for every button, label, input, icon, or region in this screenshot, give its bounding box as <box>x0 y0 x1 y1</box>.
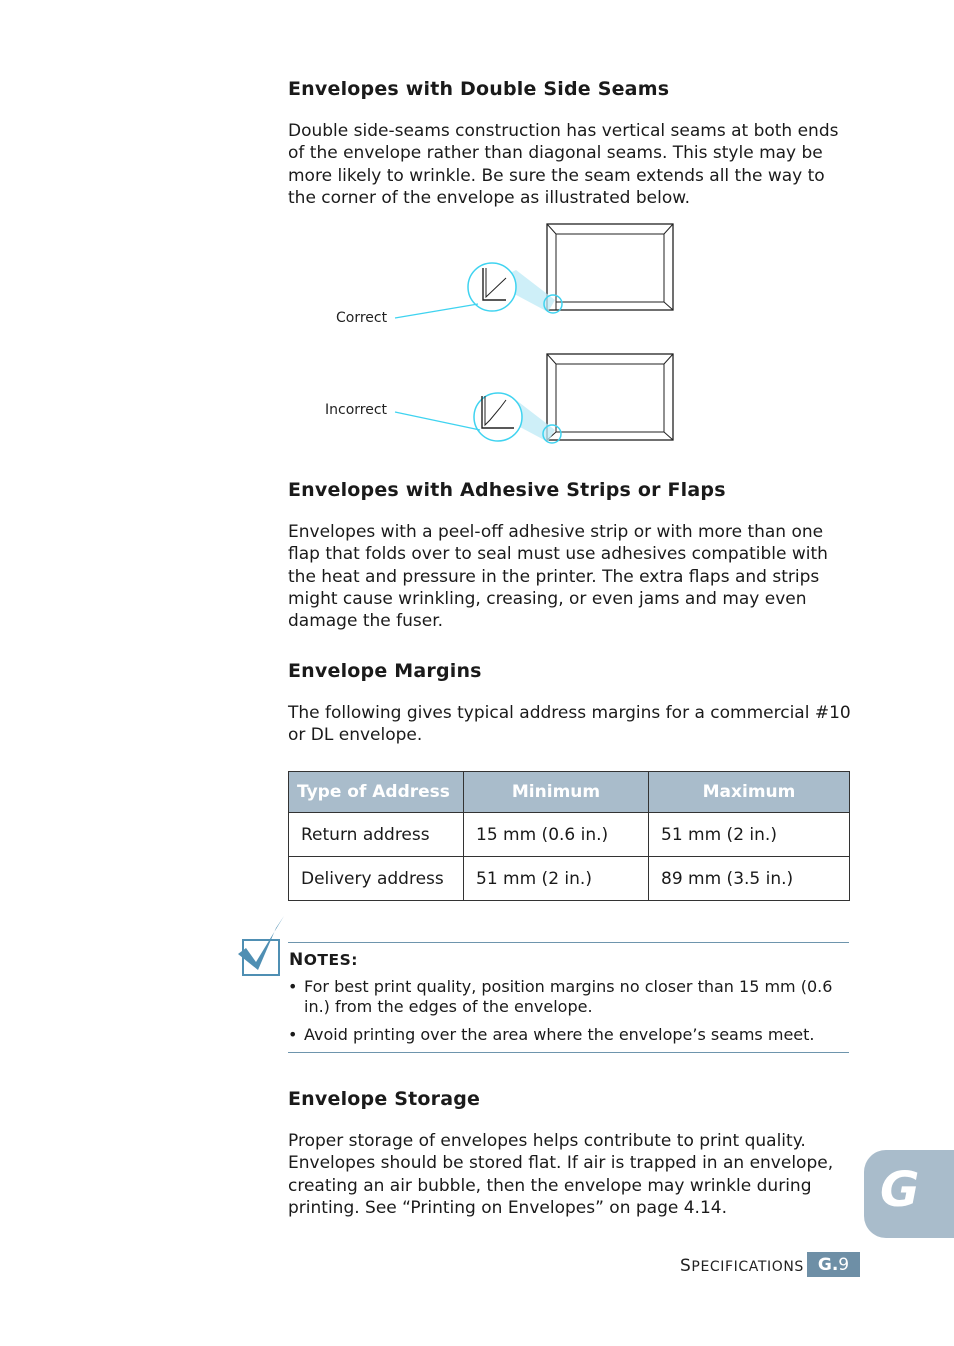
section-heading-storage: Envelope Storage <box>288 1088 481 1110</box>
footer-section-label: SPECIFICATIONS <box>680 1256 804 1276</box>
chapter-tab <box>864 1150 954 1238</box>
table-cell: 15 mm (0.6 in.) <box>464 813 649 857</box>
table-cell: Delivery address <box>289 857 464 901</box>
paragraph-double-seams: Double side-seams construction has vertical seams at both ends of the envelope rather than diagonal seams. This style may be more likely to wrinkle. Be sure the seam extends all the way to the corner of the envelope as illustrated below. <box>288 121 839 208</box>
incorrect-label: Incorrect <box>325 402 388 418</box>
bullet: • <box>288 977 298 996</box>
margins-table <box>288 771 850 901</box>
note-item <box>288 1025 848 1045</box>
table-header-row <box>289 772 850 813</box>
chapter-letter: G <box>880 1162 920 1218</box>
incorrect-envelope-drawing <box>547 354 673 440</box>
table-row <box>289 813 850 857</box>
table-row <box>289 857 850 901</box>
correct-magnifier <box>468 263 516 311</box>
paragraph-storage: Proper storage of envelopes helps contribute to print quality. Envelopes should be stored flat. If air is trapped in an envelope, creating an air bubble, then the envelope may wrinkle during printing. See “Printing on Envelopes” on page 4.14. <box>288 1131 834 1218</box>
table-cell: 89 mm (3.5 in.) <box>649 857 850 901</box>
table-cell: 51 mm (2 in.) <box>649 813 850 857</box>
column-header: Minimum <box>464 772 649 813</box>
correct-envelope-drawing <box>547 224 673 310</box>
checkmark-note-icon <box>236 914 288 978</box>
paragraph-margins: The following gives typical address margins for a commercial #10 or DL envelope. <box>288 703 851 746</box>
note-text: For best print quality, position margins no closer than 15 mm (0.6 in.) from the edges of the envelope. <box>304 977 833 1016</box>
page-number-box: G. 9 <box>807 1252 860 1277</box>
notes-title: NOTES: <box>289 950 358 970</box>
bullet: • <box>288 1025 298 1044</box>
table-cell: 51 mm (2 in.) <box>464 857 649 901</box>
note-item <box>288 977 848 1017</box>
note-text: Avoid printing over the area where the envelope’s seams meet. <box>304 1025 815 1044</box>
section-heading-double-seams: Envelopes with Double Side Seams <box>288 78 670 100</box>
table-cell: Return address <box>289 813 464 857</box>
notes-top-rule <box>288 942 849 943</box>
notes-bottom-rule <box>288 1052 849 1053</box>
paragraph-adhesive: Envelopes with a peel-off adhesive strip or with more than one flap that folds over to seal must use adhesives compatible with the heat and pressure in the printer. The extra flaps and strips might cause wrinkling, creasing, or even jams and may even damage the fuser. <box>288 522 828 632</box>
column-header: Maximum <box>649 772 850 813</box>
section-heading-margins: Envelope Margins <box>288 660 482 682</box>
incorrect-magnifier <box>474 393 522 441</box>
section-heading-adhesive: Envelopes with Adhesive Strips or Flaps <box>288 479 726 501</box>
column-header: Type of Address <box>289 772 464 813</box>
envelope-seam-illustration <box>320 220 680 448</box>
correct-label: Correct <box>336 310 388 326</box>
